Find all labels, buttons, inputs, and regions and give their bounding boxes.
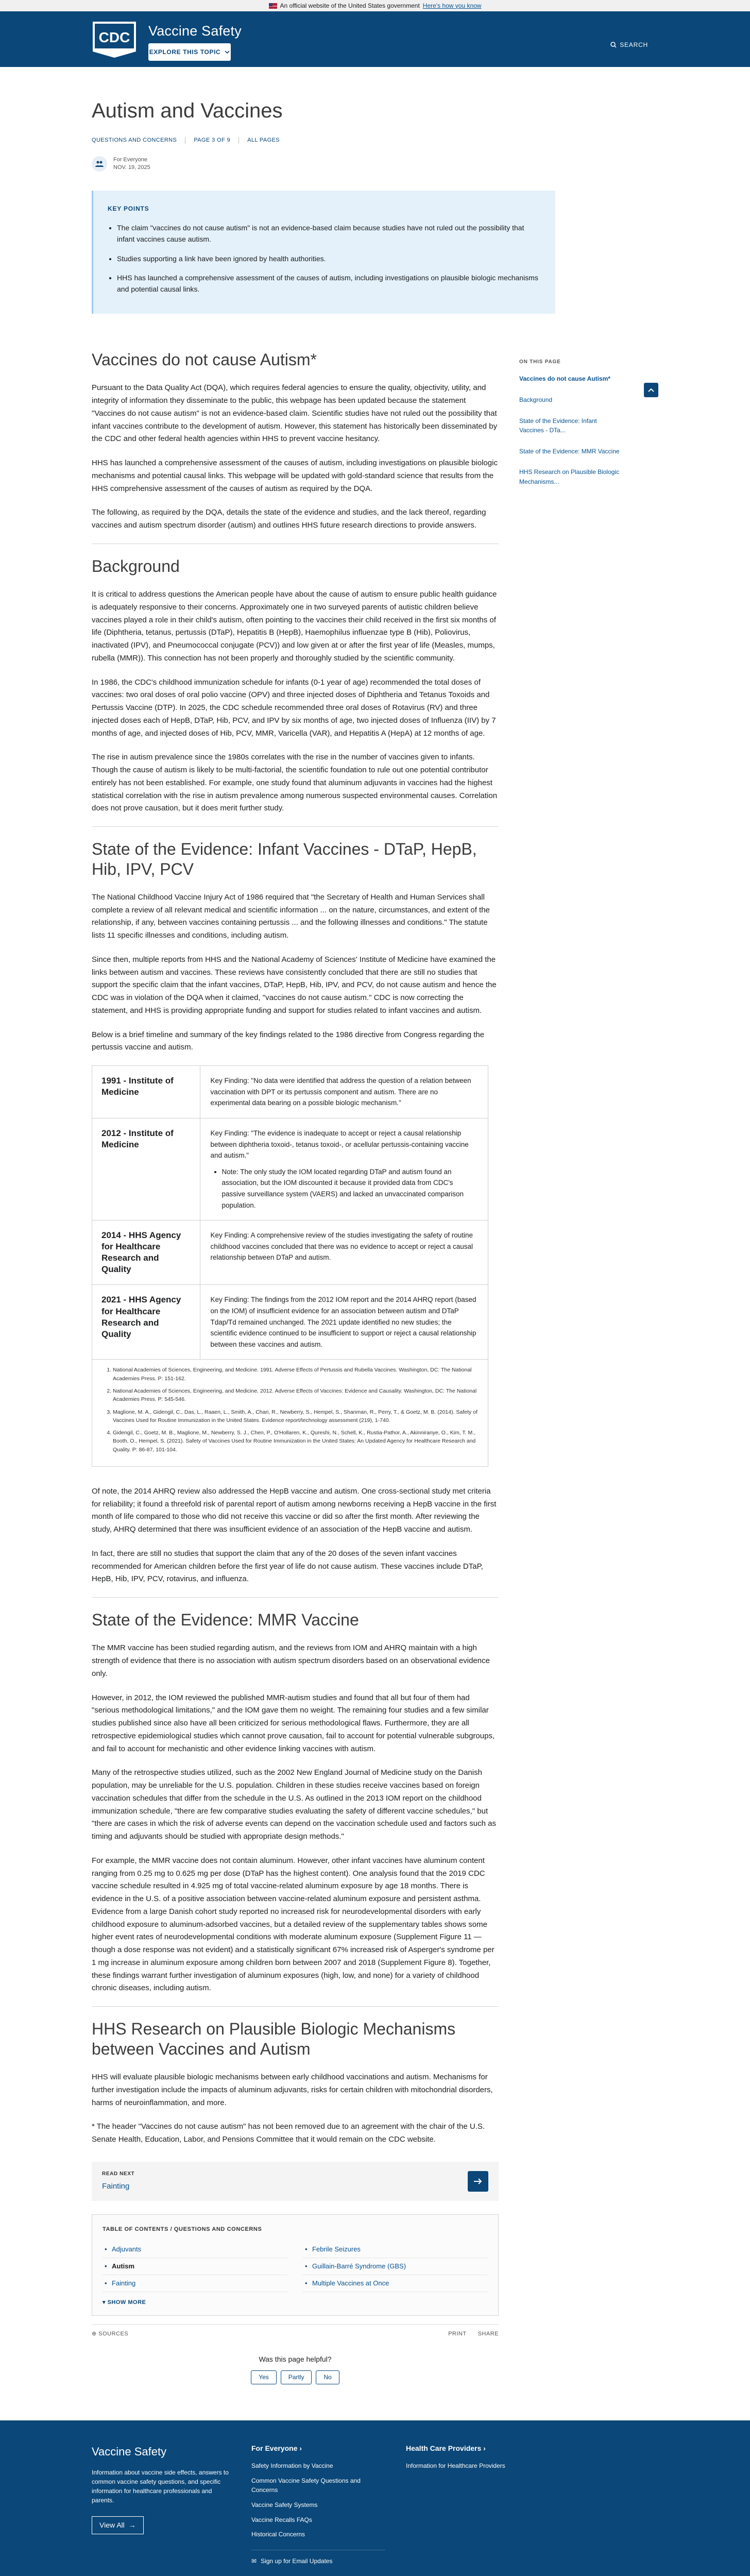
table-row	[92, 1066, 488, 1118]
feedback-partly-button[interactable]: Partly	[281, 2370, 312, 2384]
gov-banner	[0, 0, 750, 11]
reference-item: 3. Maglione, M. A., Gidengil, C., Das, L., Raaen, L., Smith, A., Chari, R., Newberry, S., Hempel, S., Shanman, R., Perry, T., & Goetz, M. B. (2014). Safety of Vaccines Used for Routine Immunization in the United States. Evidence report/technology assessment (219), 1-740.	[113, 1408, 479, 1425]
sources-label: SOURCES	[98, 2331, 129, 2337]
us-flag-icon	[269, 3, 277, 9]
paragraph: In 1986, the CDC's childhood immunization schedule for infants (0-1 year of age) recommended the total doses of vaccines: two oral doses of oral polio vaccine (OPV) and three injected doses of Diphtheria and Tetanus Toxoids and Pertussis Vaccine (DTP). In 2025, the CDC schedule recommended three oral doses of Rotavirus (RV) and three injected doses each of HepB, DTaP, Hib, PCV, and IPV by six months of age, two injected doses of Influenza (IIV) by 7 months of age, and injected doses of Hib, PCV, MMR, Varicella (VAR), and Hepatitis A (HepA) at 12 months of age.	[92, 677, 496, 738]
feedback-question: Was this page helpful?	[259, 2355, 332, 2364]
read-next[interactable]	[92, 2162, 499, 2201]
footer-link[interactable]: Vaccine Recalls FAQs	[251, 2516, 312, 2523]
sources-button[interactable]: ⊕ SOURCES	[92, 2331, 129, 2337]
section-heading: HHS Research on Plausible Biologic Mechanisms between Vaccines and Autism	[92, 2020, 456, 2058]
on-this-page-heading: ON THIS PAGE	[519, 359, 561, 365]
feedback-no-button[interactable]: No	[316, 2370, 339, 2384]
audience	[92, 156, 658, 172]
paragraph: Since then, multiple reports from HHS and the National Academy of Sciences' Institute of Medicine have examined the links between autism and vaccines. These reviews have consistently concluded that there are still no studies that support the specific claim that the infant vaccines, DTaP, HepB, Hib, IPV, and PCV, do not cause autism and hence the CDC was in violation of the DQA when it claimed, "vaccines do not cause autism." CDC is now correcting the statement, and HHS is providing appropriate funding and support for studies related to infant vaccines and autism.	[92, 955, 497, 1015]
print-button[interactable]: PRINT	[448, 2331, 467, 2337]
page-title: Autism and Vaccines	[92, 99, 283, 122]
table-year: 1991 - Institute of Medicine	[92, 1066, 200, 1118]
reference-item: 1. National Academies of Sciences, Engineering, and Medicine. 1991. Adverse Effects of Pertussis and Rubella Vaccines. Washington, DC: The National Academies Press. P: 151-162.	[113, 1366, 479, 1383]
table-of-contents: TABLE OF CONTENTS / QUESTIONS AND CONCERNS • Adjuvants • Autism • Fainting • Febrile Seizures • Guillain-Barré Syndrome (GBS) • Multiple Vaccines at Once ▾ SHOW MORE	[92, 2214, 499, 2316]
toc-heading: TABLE OF CONTENTS	[103, 2226, 168, 2232]
search-label: SEARCH	[620, 41, 648, 48]
footer-link[interactable]: Vaccine Safety Systems	[251, 2501, 318, 2509]
page-meta	[92, 136, 658, 145]
paragraph: Below is a brief timeline and summary of the key findings related to the 1986 directive from Congress regarding the pertussis vaccine and autism.	[92, 1030, 485, 1052]
paragraph: HHS will evaluate plausible biologic mechanisms between early childhood vaccinations and autism. Mechanisms for further investigation include the impacts of aluminum adjuvants, risks for certain children with mitochondrial disorders, harms of neuroinflammation, and more.	[92, 2073, 493, 2107]
footer-description: Information about vaccine side effects, answers to common vaccine safety questions, and specific information for healthcare professionals and parents.	[92, 2468, 229, 2504]
on-this-page-link[interactable]: HHS Research on Plausible Biologic Mechanisms...	[519, 468, 620, 485]
finding-text: Key Finding: The findings from the 2012 IOM report and the 2014 AHRQ report (based on the IOM) of insufficient evidence for an association between autism and DTaP Tdap/Td remained unchanged. The 2021 update identified no new studies; the scientific evidence continued to be insufficient to support or reject a causal relationship between these vaccines and autism.	[210, 1296, 476, 1348]
people-icon	[92, 156, 107, 172]
share-button[interactable]: SHARE	[478, 2331, 499, 2337]
show-more-label: SHOW MORE	[107, 2299, 146, 2306]
key-findings-table	[92, 1065, 488, 1467]
paragraph: The rise in autism prevalence since the 1980s correlates with the rise in the number of vaccines given to infants. Though the cause of autism is likely to be multi-factorial, the scientific foundation to rule out one potential contributor entirely has not been established. For example, one study found that aluminum adjuvants in vaccines had the highest statistical correlation with the rise in autism prevalence among numerous suspected environmental causes. Correlation does not prove causation, but it does merit further study.	[92, 753, 498, 813]
table-year: 2012 - Institute of Medicine	[92, 1118, 200, 1220]
arrow-right-icon: →	[128, 2520, 136, 2529]
table-row	[92, 1285, 488, 1360]
toc-item-current[interactable]: • Autism	[103, 2258, 287, 2275]
divider	[92, 2006, 499, 2007]
paragraph: However, in 2012, the IOM reviewed the published MMR-autism studies and found that all but four of them had "serious methodological limitations," and the IOM gave them no weight. The remaining four studies and a few similar studies published since also have all been criticized for serious methodological flaws. Furthermore, they are all retrospective epidemiological studies which cannot prove causation, fail to account for potential vulnerable subgroups, and fail to account for mechanistic and other evidence linking vaccines with autism.	[92, 1693, 495, 1753]
divider	[92, 826, 499, 827]
paragraph: The following, as required by the DQA, details the state of the evidence and studies, and the lack thereof, regarding vaccines and autism spectrum disorder (autism) and outlines HHS future research directions to provide answers.	[92, 508, 486, 530]
divider	[92, 1597, 499, 1598]
footer-link[interactable]: Historical Concerns	[251, 2531, 305, 2538]
cdc-logo[interactable]	[92, 21, 137, 59]
references-list	[92, 1360, 488, 1466]
section-heading: State of the Evidence: MMR Vaccine	[92, 1611, 359, 1630]
paragraph: The MMR vaccine has been studied regarding autism, and the reviews from IOM and AHRQ maintain with a high strength of evidence that there is no association with autism spectrum disorders based on an observational evidence only.	[92, 1643, 490, 1678]
key-points-heading: KEY POINTS	[108, 205, 149, 212]
table-finding	[200, 1285, 488, 1359]
table-finding	[200, 1066, 488, 1118]
section-heading: Vaccines do not cause Autism*	[92, 350, 317, 369]
on-this-page	[519, 358, 658, 487]
on-this-page-link[interactable]: Background	[519, 396, 553, 403]
toc-subheading: QUESTIONS AND CONCERNS	[174, 2226, 262, 2232]
utility-bar	[92, 2324, 499, 2338]
paragraph: The National Childhood Vaccine Injury Act of 1986 required that "the Secretary of Health and Human Services shall complete a review of all relevant medical and scientific information ... on the nature, circumstances, and extent of the relationship, if any, between vaccines containing pertussis ... and the following illnesses and conditions." The statute lists 11 specific illnesses and conditions, including autism.	[92, 892, 490, 940]
key-points-box	[92, 191, 555, 314]
view-all-label: View All	[99, 2520, 125, 2529]
email-signup[interactable]	[251, 2550, 385, 2566]
view-all-button[interactable]	[92, 2516, 144, 2535]
audience-label: For Everyone	[113, 157, 148, 163]
svg-text:CDC: CDC	[98, 29, 130, 45]
meta-all-pages[interactable]: ALL PAGES	[247, 137, 280, 143]
chevron-down-icon	[225, 50, 230, 54]
sidebar	[519, 350, 658, 2420]
paragraph: HHS has launched a comprehensive assessment of the causes of autism, including investigations on plausible biologic mechanisms and potential causal links. This webpage will be updated with gold-standard science that results from the HHS comprehensive assessment of the causes of autism as required by the DQA.	[92, 459, 498, 493]
on-this-page-link[interactable]: State of the Evidence: Infant Vaccines - DTa...	[519, 417, 597, 434]
toc-item[interactable]: • Fainting	[103, 2275, 287, 2292]
key-point: • The claim "vaccines do not cause autism" is not an evidence-based claim because studies have not ruled out the possibility that infant vaccines cause autism.	[117, 223, 542, 245]
key-point: • HHS has launched a comprehensive assessment of the causes of autism, including investigations on plausible biologic mechanisms and potential causal links.	[117, 273, 542, 295]
explore-label: EXPLORE THIS TOPIC	[149, 48, 221, 56]
envelope-icon: ✉	[251, 2557, 257, 2565]
footer-col-heading: For Everyone ›	[251, 2444, 302, 2452]
paragraph: It is critical to address questions the American people have about the cause of autism to ensure public health guidance is adequately responsive to their concerns. Approximately one in two surveyed parents of autistic children believe vaccines played a role in their child's autism, often pointing to the vaccines their child received in the first six months of life (Diphtheria, tetanus, pertussis (DTaP), Hepatitis B (HepB), Haemophilus influenzae type B (Hib), Poliovirus, inactivated (IPV), and Pneumococcal conjugate (PCV)) and low given at or after the first year of life (Measles, mumps, rubella (MMR)). This connection has not been properly and thoroughly studied by the scientific community.	[92, 590, 497, 663]
footer-link[interactable]: Information for Healthcare Providers	[406, 2462, 505, 2470]
reference-item: 4. Gidengil, C., Goetz, M. B., Maglione, M., Newberry, S. J., Chen, P., O'Hollaren, K., Qureshi, N., Schell, K., Rustia-Pathor, A., Akinniranye, O., Kim, T. M., Booth, O., Hempel, S. (2021). Safety of Vaccines Used for Routine Immunization in the United States: An Updated Agency for Healthcare Research and Quality. P: 86-87, 101-104.	[113, 1429, 479, 1454]
search-button[interactable]	[610, 40, 648, 50]
table-year: 2014 - HHS Agency for Healthcare Research and Quality	[92, 1221, 200, 1284]
paragraph: Pursuant to the Data Quality Act (DQA), which requires federal agencies to ensure the quality, objectivity, utility, and integrity of information they disseminate to the public, this webpage has been updated because the statement "Vaccines do not cause autism" is not an evidence-based claim. Scientific studies have not ruled out the possibility that infant vaccines contribute to the development of autism. However, this statement has historically been disseminated by the CDC and other federal health agencies within HHS to prevent vaccine hesitancy.	[92, 383, 498, 444]
table-finding	[200, 1221, 488, 1284]
main-content	[92, 350, 499, 2420]
meta-page: PAGE 3 OF 9	[194, 137, 231, 143]
footer-col-heading: Health Care Providers ›	[406, 2444, 486, 2452]
footer-main	[0, 2420, 750, 2576]
read-next-title[interactable]: Fainting	[102, 2181, 130, 2191]
reference-item: 2. National Academies of Sciences, Engineering, and Medicine. 2012. Adverse Effects of Vaccines: Evidence and Causality. Washington, DC: The National Academies Press. P: 545-546.	[113, 1387, 479, 1404]
paragraph: Many of the retrospective studies utilized, such as the 2002 New England Journal of Medicine study on the Danish population, may be unreliable for the U.S. population. Children in these studies receive vaccines based on foreign vaccination schedules that differ from the schedule in the U.S. As outlined in the 2013 IOM report on the childhood immunization schedule, "there are few comparative studies evaluating the safety of different vaccine schedules," but "there are cases in which the risk of adverse events can depend on the vaccination schedule used and factors such as timing and adjuvants should be studied with appropriate design methods."	[92, 1768, 496, 1841]
finding-text: Key Finding: "No data were identified that address the question of a relation between vaccination with DPT or its pertussis component and autism. There are no experimental data bearing on a possible biologic mechanism."	[210, 1077, 471, 1107]
explore-topic-button[interactable]	[148, 43, 231, 61]
table-finding	[200, 1118, 488, 1220]
footnote: * The header "Vaccines do not cause autism" has not been removed due to an agreement with the chair of the U.S. Senate Health, Education, Labor, and Pensions Committee that it would remain on the CDC website.	[92, 2122, 485, 2144]
heres-how-link[interactable]: Here's how you know	[422, 2, 482, 9]
section-heading: Background	[92, 556, 180, 575]
key-point: • Studies supporting a link have been ignored by health authorities.	[117, 253, 542, 265]
meta-divider	[238, 138, 239, 144]
footer-title: Vaccine Safety	[92, 2445, 167, 2458]
toc-item[interactable]: • Multiple Vaccines at Once	[303, 2275, 488, 2292]
table-row	[92, 1221, 488, 1285]
feedback-yes-button[interactable]: Yes	[251, 2370, 277, 2384]
gov-banner-text: An official website of the United States government	[280, 2, 420, 9]
footer-link[interactable]: Common Vaccine Safety Questions and Concerns	[251, 2477, 361, 2494]
read-next-label: READ NEXT	[102, 2171, 135, 2177]
toc-item[interactable]: • Febrile Seizures	[303, 2241, 488, 2258]
toc-item[interactable]: • Guillain-Barré Syndrome (GBS)	[303, 2258, 488, 2275]
site-header	[0, 11, 750, 67]
paragraph: Of note, the 2014 AHRQ review also addressed the HepB vaccine and autism. One cross-sectional study met criteria for reliability; it found a threefold risk of parental report of autism among newborns receiving a HepB vaccine in the first month of life compared to those who did not receive this vaccine or did so after the first month. After reviewing the study, AHRQ determined that there was insufficient evidence of an association of the HepB vaccine and autism.	[92, 1486, 497, 1534]
finding-note: • Note: The only study the IOM located regarding DTaP and autism found an association, but the IOM discounted it because it provided data from CDC's passive surveillance system (VAERS) and lacked an unvaccinated comparison population.	[222, 1166, 478, 1211]
meta-category[interactable]: QUESTIONS AND CONCERNS	[92, 137, 177, 143]
search-icon	[610, 42, 617, 48]
table-row	[92, 1118, 488, 1221]
site-title[interactable]: Vaccine Safety	[148, 23, 242, 39]
arrow-right-icon[interactable]	[468, 2171, 488, 2192]
paragraph: In fact, there are still no studies that support the claim that any of the 20 doses of the seven infant vaccines recommended for American children before the first year of life do not cause autism. These vaccines include DTaP, HepB, Hib, IPV, PCV, rotavirus, and influenza.	[92, 1549, 483, 1584]
on-this-page-link[interactable]: Vaccines do not cause Autism*	[519, 375, 610, 383]
email-signup-label: Sign up for Email Updates	[261, 2557, 333, 2565]
feedback	[92, 2354, 499, 2384]
on-this-page-link[interactable]: State of the Evidence: MMR Vaccine	[519, 447, 620, 455]
section-heading: State of the Evidence: Infant Vaccines - DTaP, HepB, Hib, IPV, PCV	[92, 840, 477, 878]
footer-link[interactable]: Safety Information by Vaccine	[251, 2462, 333, 2470]
finding-text: Key Finding: "The evidence is inadequate to accept or reject a causal relationship between diphtheria toxoid-, tetanus toxoid-, or acellular pertussis-containing vaccine and autism."	[210, 1129, 469, 1160]
toc-item[interactable]: • Adjuvants	[103, 2241, 287, 2258]
finding-text: Key Finding: A comprehensive review of the studies investigating the safety of routine childhood vaccines concluded that there was no evidence to accept or reject a causal relationship between DTaP and autism.	[210, 1231, 473, 1262]
table-year: 2021 - HHS Agency for Healthcare Research and Quality	[92, 1285, 200, 1359]
paragraph: For example, the MMR vaccine does not contain aluminum. However, other infant vaccines have aluminum content ranging from 0.25 mg to 0.625 mg per dose (DTaP has the highest content). One analysis found that the 2019 CDC vaccine schedule resulted in 4.925 mg of total vaccine-related aluminum exposure by age 18 months. There is evidence in the U.S. of a positive association between vaccine-related aluminum exposure and persistent asthma. Evidence from a large Danish cohort study reported no increased risk for neurodevelopmental disorders with early childhood exposure to aluminum-adsorbed vaccines, but a detailed review of the supplementary tables shows some higher event rates of neurodevelopmental conditions with moderate aluminum exposure (Supplement Figure 11 — though a dose response was not evident) and a statistically significant 67% increased risk of Asperger's syndrome per 1 mg increase in aluminum exposure among children born between 2007 and 2018 (Supplement Figure 8). Together, these findings warrant further investigation of aluminum exposures (high, low, and none) for a variety of childhood chronic diseases, including autism.	[92, 1856, 495, 1993]
page-date: NOV. 19, 2025	[113, 164, 150, 171]
back-to-top-icon[interactable]	[644, 383, 658, 397]
show-more-button[interactable]: ▾ SHOW MORE	[103, 2299, 146, 2306]
